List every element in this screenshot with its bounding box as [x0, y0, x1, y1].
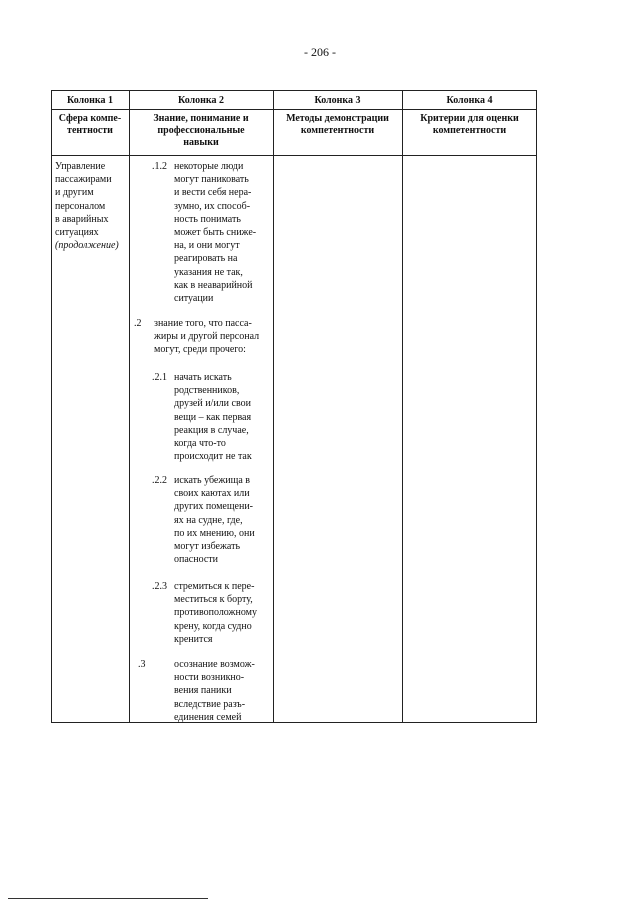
knowledge-item-2-1 — [174, 371, 270, 463]
header-line: Знание, понимание и — [153, 113, 249, 124]
text-line: своих каютах или — [174, 488, 250, 500]
text-line: в аварийных — [55, 213, 109, 225]
header-line: компетентности — [432, 125, 507, 136]
row-divider — [51, 155, 537, 156]
text-line: пассажирами — [55, 174, 112, 186]
header-line: профессиональные — [157, 125, 245, 136]
column-number-1: Колонка 1 — [66, 95, 114, 106]
text-line: зумно, их способ- — [174, 200, 251, 212]
text-line: вещи – как первая — [174, 411, 252, 423]
item-number: .2.1 — [152, 372, 167, 383]
text-line: могут избежать — [174, 541, 241, 553]
text-line: когда что-то — [174, 438, 226, 450]
text-line: крену, когда судно — [174, 620, 252, 632]
knowledge-item-3 — [174, 658, 270, 724]
item-number: .1.2 — [152, 161, 167, 172]
knowledge-item-1-2 — [174, 160, 270, 305]
item-number: .2.2 — [152, 475, 167, 486]
continued-note: (продолжение) — [55, 240, 119, 252]
text-line: и другим — [55, 187, 94, 199]
item-number: .3 — [138, 659, 146, 670]
item-number: .2 — [134, 318, 142, 329]
header-line: Сфера компе- — [58, 113, 122, 124]
text-line: ситуации — [174, 293, 214, 305]
text-line: ситуациях — [55, 227, 99, 239]
header-line: компетентности — [300, 125, 375, 136]
text-line: ности возникно- — [174, 672, 245, 684]
header-knowledge — [129, 113, 273, 149]
text-line: вследствие разъ- — [174, 698, 246, 710]
header-methods — [273, 113, 402, 137]
text-line: искать убежища в — [174, 475, 250, 486]
text-line: по их мнению, они — [174, 527, 255, 539]
text-line: некоторые люди — [174, 161, 244, 172]
text-line: Управление — [55, 161, 106, 172]
header-line: тентности — [67, 125, 113, 136]
text-line: стремиться к пере- — [174, 581, 255, 592]
text-line: указания не так, — [174, 266, 243, 278]
text-line: меститься к борту, — [174, 594, 253, 606]
text-line: ность понимать — [174, 213, 241, 225]
knowledge-item-2-2 — [174, 474, 270, 566]
header-criteria — [402, 113, 537, 137]
text-line: противоположному — [174, 607, 257, 619]
column-number-4: Колонка 4 — [446, 95, 493, 106]
text-line: реакция в случае, — [174, 424, 249, 436]
text-line: ях на судне, где, — [174, 514, 243, 526]
knowledge-item-2-3 — [174, 580, 270, 646]
column-divider — [129, 90, 130, 723]
text-line: родственников, — [174, 385, 240, 397]
text-line: знание того, что пасса- — [154, 318, 252, 329]
text-line: происходит не так — [174, 451, 252, 463]
header-line: навыки — [183, 137, 219, 148]
text-line: реагировать на — [174, 253, 238, 265]
text-line: на, и они могут — [174, 240, 240, 252]
footer-rule — [8, 898, 208, 899]
column-divider — [402, 90, 403, 723]
text-line: вения паники — [174, 685, 232, 697]
column-number-3: Колонка 3 — [314, 95, 361, 106]
header-line: Критерии для оценки — [420, 113, 519, 124]
page-number: - 206 - — [304, 45, 336, 59]
text-line: жиры и другой персонал — [154, 331, 260, 343]
text-line: и вести себя нера- — [174, 187, 252, 199]
column-number-2: Колонка 2 — [177, 95, 225, 106]
text-line: осознание возмож- — [174, 659, 255, 670]
text-line: других помещени- — [174, 501, 254, 513]
column-divider — [273, 90, 274, 723]
header-line: Методы демонстрации — [286, 113, 389, 124]
text-line: может быть сниже- — [174, 227, 257, 239]
text-line: единения семей — [174, 711, 242, 723]
knowledge-item-2 — [154, 317, 271, 357]
text-line: персоналом — [55, 200, 106, 212]
header-competence — [51, 113, 129, 137]
text-line: как в неаварийной — [174, 279, 253, 291]
competence-area — [55, 160, 129, 252]
text-line: могут, среди прочего: — [154, 344, 246, 356]
text-line: могут паниковать — [174, 174, 249, 186]
text-line: начать искать — [174, 372, 232, 383]
text-line: опасности — [174, 554, 218, 566]
item-number: .2.3 — [152, 581, 167, 592]
row-divider — [51, 109, 537, 110]
text-line: друзей и/или свои — [174, 398, 251, 410]
text-line: кренится — [174, 633, 213, 645]
